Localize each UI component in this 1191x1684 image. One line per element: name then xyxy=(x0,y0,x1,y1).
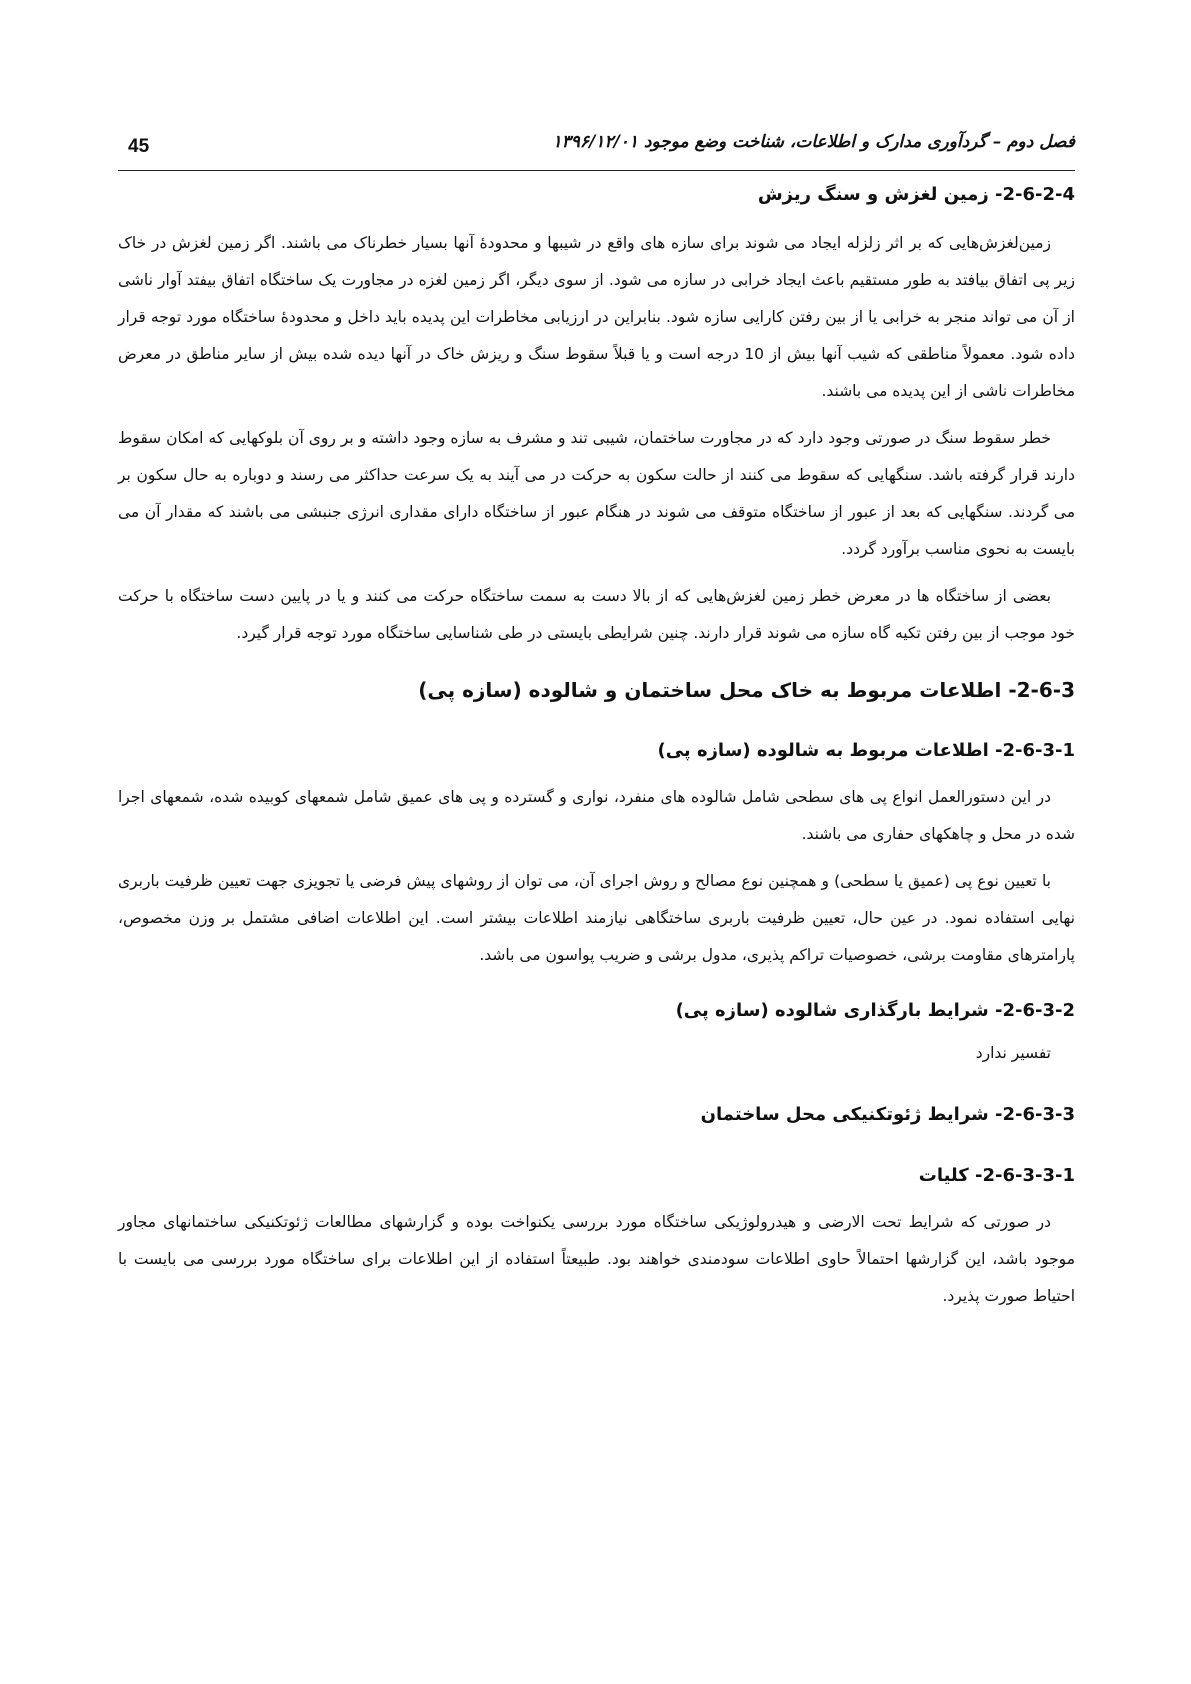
paragraph-foundation-1: در این دستورالعمل انواع پی های سطحی شامل شالوده های منفرد، نواری و گسترده و پی های عمیق شامل شمعهای کوبیده شده، شمعهای اجرا شده در محل و چاهکهای حفاری می باشند. xyxy=(118,788,1075,843)
paragraph-foundation-2: با تعیین نوع پی (عمیق یا سطحی) و همچنین نوع مصالح و روش اجرای آن، می توان از روشهای پیش فرضی یا تجویزی جهت تعیین ظرفیت باربری نهایی استفاده نمود. در عین حال، تعیین ظرفیت باربری ساختگاهی نیازمند اطلاعات بیشتر است. این اطلاعات اضافی مشتمل بر وزن مخصوص، پارامترهای مقاومت برشی، خصوصیات تراکم پذیری، مدول برشی و ضریب پواسون می باشد. xyxy=(118,872,1075,964)
paragraph-general: در صورتی که شرایط تحت الارضی و هیدرولوژیکی ساختگاه مورد بررسی یکنواخت بوده و گزارشهای مطالعات ژئوتکنیکی ساختمانهای مجاور موجود باشد، این گزارشها احتمالاً حاوی اطلاعات سودمندی خواهند بود. طبیعتاً استفاده از این اطلاعات برای ساختگاه مورد بررسی می بایست با احتیاط صورت پذیرد. xyxy=(118,1213,1075,1305)
section-heading-2-6-2-4: 2-6-2-4- زمین لغزش و سنگ ریزش xyxy=(757,184,1075,205)
section-heading-2-6-3: 2-6-3- اطلاعات مربوط به خاک محل ساختمان و شالوده (سازه پی) xyxy=(418,678,1075,702)
section-heading-2-6-3-2: 2-6-3-2- شرایط بارگذاری شالوده (سازه پی) xyxy=(675,1000,1075,1021)
section-heading-2-6-3-1: 2-6-3-1- اطلاعات مربوط به شالوده (سازه پی) xyxy=(657,740,1075,761)
paragraph-no-commentary: تفسیر ندارد xyxy=(975,1044,1051,1062)
page-header xyxy=(118,120,1075,171)
document-body xyxy=(118,184,1075,1315)
section-heading-2-6-3-3-1: 2-6-3-3-1- کلیات xyxy=(918,1165,1075,1186)
paragraph-landslide-1: زمین‌لغزش‌هایی که بر اثر زلزله ایجاد می شوند برای سازه های واقع در شیبها و محدودهٔ آنها بسیار خطرناک می باشند. اگر زمین لغزش در خاک زیر پی اتفاق بیافتد به طور مستقیم باعث ایجاد خرابی در سازه می شود. از سوی دیگر، اگر زمین لغزه در مجاورت یک ساختگاه اتفاق بیفتد آوار ناشی از آن می تواند منجر به خرابی یا از بین رفتن کارایی سازه شود. بنابراین در ارزیابی مخاطرات این پدیده باید داخل و محدودهٔ ساختگاه مورد توجه قرار داده شود. معمولاً مناطقی که شیب آنها بیش از 10 درجه است و یا قبلاً سقوط سنگ و ریزش خاک در آنها دیده شده بیش از سایر مناطق در معرض مخاطرات ناشی از این پدیده می باشند. xyxy=(118,234,1075,400)
section-heading-2-6-3-3: 2-6-3-3- شرایط ژئوتکنیکی محل ساختمان xyxy=(700,1104,1075,1125)
paragraph-landslide-2: خطر سقوط سنگ در صورتی وجود دارد که در مجاورت ساختمان، شیبی تند و مشرف به سازه وجود داشته و بر روی آن بلوکهایی که امکان سقوط دارند قرار گرفته باشد. سنگهایی که سقوط می کنند از حالت سکون به حرکت در می آیند به یک سرعت حداکثر می رسند و دوباره به حال سکون بر می گردند. سنگهایی که بعد از عبور از ساختگاه متوقف می شوند در هنگام عبور از ساختگاه دارای مقداری انرژی جنبشی می باشند که مقدار آن می بایست به نحوی مناسب برآورد گردد. xyxy=(118,429,1075,558)
running-title: فصل دوم – گردآوری مدارک و اطلاعات، شناخت وضع موجود ۱۳۹۶/۱۲/۰۱ xyxy=(552,132,1075,152)
paragraph-landslide-3: بعضی از ساختگاه ها در معرض خطر زمین لغزش‌هایی که از بالا دست به سمت ساختگاه حرکت می کنند و یا در پایین دست ساختگاه با حرکت خود موجب از بین رفتن تکیه گاه سازه می شوند قرار دارند. چنین شرایطی بایستی در طی شناسایی ساختگاه مورد توجه قرار گیرد. xyxy=(118,587,1075,642)
page-number: 45 xyxy=(128,136,150,157)
